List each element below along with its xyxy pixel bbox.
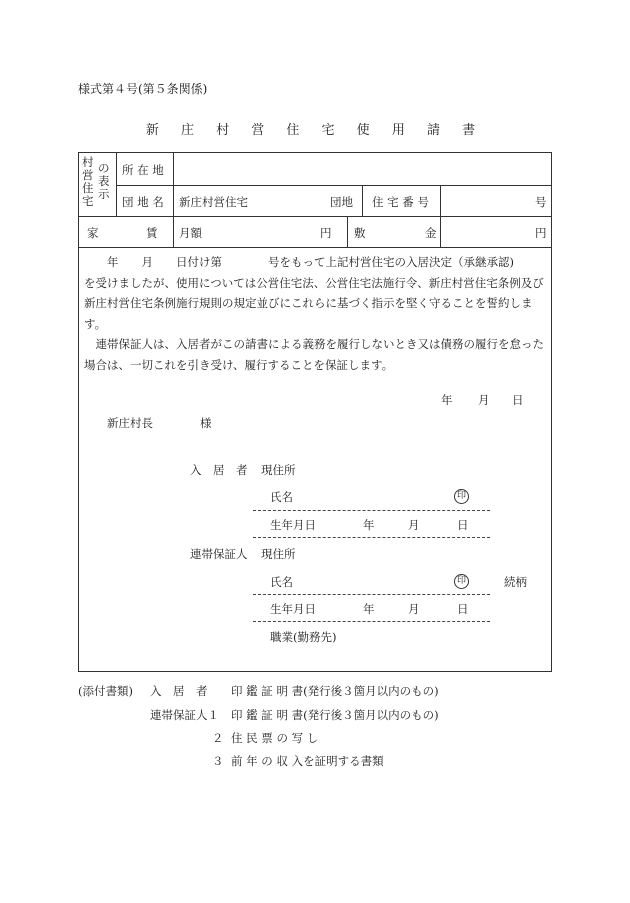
pledge-text xyxy=(84,252,549,375)
col-divider-section xyxy=(116,152,117,216)
pledge-line: を受けましたが、使用については公営住宅法、公営住宅法施行令、新庄村営住宅条例及び xyxy=(84,275,544,290)
rent-label-2: 賃 xyxy=(146,226,158,240)
col-divider-label xyxy=(173,152,174,247)
attachments-num3: ３ xyxy=(212,754,224,768)
pledge-line: 場合は、一切これを引き受け、履行することを保証します。 xyxy=(84,357,394,372)
row-divider-rent xyxy=(78,247,552,248)
tenant-birth-day: 日 xyxy=(457,518,469,532)
pledge-line: 年 月 日付け第 号をもって上記村営住宅の入居決定（承継承認) xyxy=(84,255,514,269)
tenant-name-line xyxy=(253,510,490,511)
attachments-guarantor-doc2: 住 民 票 の 写 し xyxy=(231,731,319,745)
guarantor-birth-day: 日 xyxy=(457,602,469,616)
guarantor-birth-year: 年 xyxy=(363,602,375,616)
date-day: 日 xyxy=(512,393,524,407)
housing-section-label-col1: 村営住宅 xyxy=(82,155,94,208)
pledge-line: 新庄村営住宅条例施行規則の規定並びにこれらに基づく指示を堅く守ることを誓約しま xyxy=(84,296,533,310)
complex-suffix: 団地 xyxy=(330,195,353,209)
attachments-heading: (添付書類) xyxy=(78,684,133,698)
guarantor-role: 連帯保証人 xyxy=(190,547,248,561)
row-divider-location xyxy=(116,185,552,186)
tenant-role: 入 居 者 xyxy=(190,463,248,477)
date-year: 年 xyxy=(441,393,453,407)
row-divider-housing xyxy=(78,216,552,217)
rent-label-1: 家 xyxy=(87,226,99,240)
guarantor-birth-month: 月 xyxy=(408,602,420,616)
tenant-name-label: 氏名 xyxy=(270,490,293,504)
form-title: 新 庄 村 営 住 宅 使 用 請 書 xyxy=(145,123,485,138)
guarantor-name-line xyxy=(253,594,490,595)
attachments-guarantor-doc3: 前 年 の 収 入を証明する書類 xyxy=(231,754,384,768)
attachments-tenant-role: 入 居 者 xyxy=(150,684,208,698)
attachments-tenant-doc: 印 鑑 証 明 書(発行後３箇月以内のもの) xyxy=(231,684,439,698)
guarantor-birth-label: 生年月日 xyxy=(270,602,316,616)
guarantor-relation-label: 続柄 xyxy=(504,575,527,589)
addressee-sama: 様 xyxy=(200,416,212,430)
guarantor-seal-icon: 印 xyxy=(454,574,469,589)
housing-section-label-col2: の表示 xyxy=(98,161,110,201)
complex-label: 団 地 名 xyxy=(122,195,164,209)
col-divider-deposit-value xyxy=(440,216,441,247)
guarantor-name-label: 氏名 xyxy=(270,575,293,589)
deposit-label-2: 金 xyxy=(425,226,437,240)
tenant-address-label: 現住所 xyxy=(261,463,296,477)
tenant-birth-line xyxy=(253,537,490,538)
addressee-mayor: 新庄村長 xyxy=(107,416,153,430)
deposit-label-1: 敷 xyxy=(354,226,366,240)
tenant-birth-year: 年 xyxy=(363,518,375,532)
form-number: 様式第４号(第５条関係) xyxy=(78,82,208,96)
col-divider-unit-label xyxy=(362,185,363,216)
pledge-line: 連帯保証人は、入居者がこの請書による義務を履行しないとき又は債務の履行を怠った xyxy=(84,337,544,351)
col-divider-deposit-label xyxy=(347,216,348,247)
guarantor-birth-line xyxy=(253,621,490,622)
date-month: 月 xyxy=(478,393,490,407)
attachments-num2: ２ xyxy=(212,731,224,745)
col-divider-unit-value xyxy=(440,185,441,216)
location-label: 所 在 地 xyxy=(122,163,164,177)
deposit-yen: 円 xyxy=(535,226,547,240)
complex-prefix: 新庄村営住宅 xyxy=(179,195,248,209)
unit-number-label: 住 宅 番 号 xyxy=(372,195,429,209)
monthly-rent-label: 月額 xyxy=(179,226,202,240)
tenant-birth-label: 生年月日 xyxy=(270,518,316,532)
attachments-guarantor-role: 連帯保証人１ xyxy=(150,708,219,722)
pledge-line: す。 xyxy=(84,316,107,331)
tenant-birth-month: 月 xyxy=(408,518,420,532)
tenant-seal-icon: 印 xyxy=(454,489,469,504)
rent-yen: 円 xyxy=(320,226,332,240)
unit-number-suffix: 号 xyxy=(535,195,547,209)
guarantor-address-label: 現住所 xyxy=(261,547,296,561)
guarantor-occupation-label: 職業(勤務先) xyxy=(270,630,337,644)
attachments-guarantor-doc1: 印 鑑 証 明 書(発行後３箇月以内のもの) xyxy=(231,708,439,722)
